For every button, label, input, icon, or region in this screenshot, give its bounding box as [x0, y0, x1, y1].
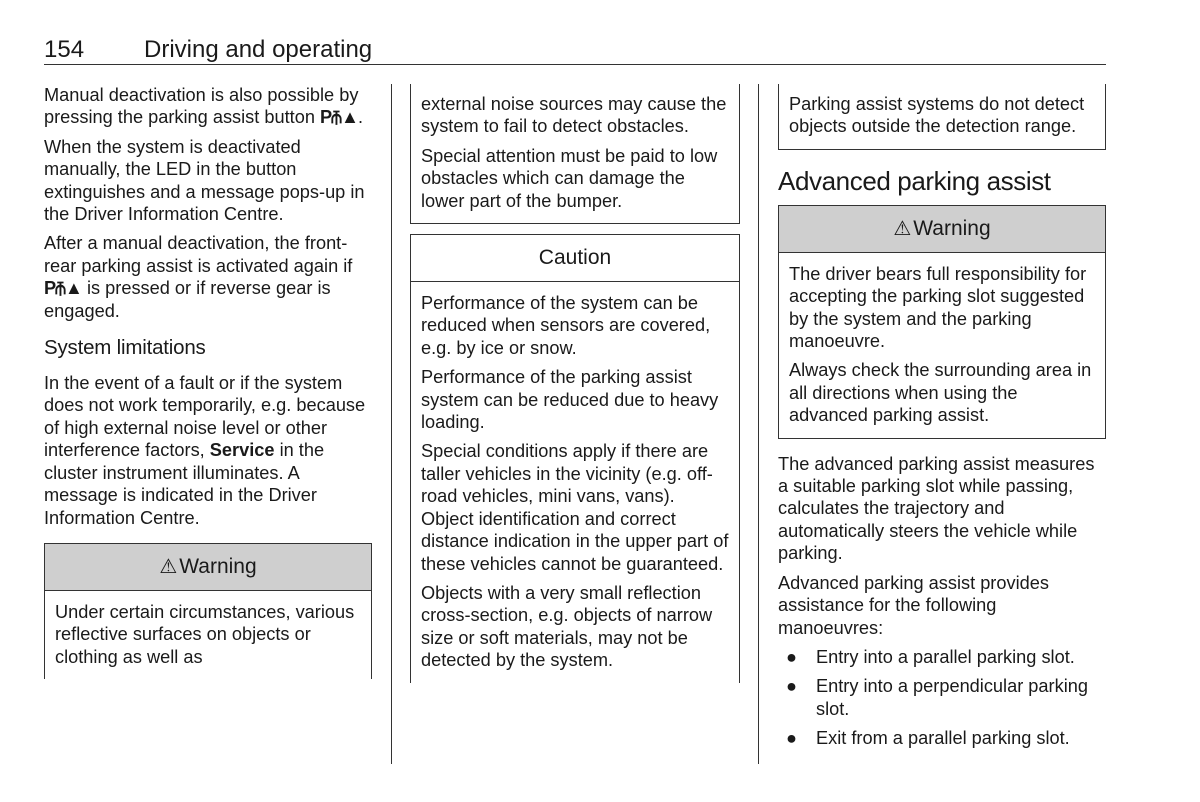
- heading-system-limitations: System limitations: [44, 336, 206, 360]
- paragraph-manual-deactivation: Manual deactivation is also possible by pressing the parking assist button P⫚▲.: [44, 85, 364, 128]
- page-header: [44, 34, 1106, 65]
- paragraph-advanced-measures: The advanced parking assist measures a suitable parking slot while passing, calculates the trajectory and automatically steers the vehicle while parking.: [778, 453, 1095, 564]
- bullet-icon: ●: [786, 728, 797, 749]
- warning-p1: The driver bears full responsibility for accepting the parking slot suggested by the system and the parking manoeuvre.: [789, 263, 1087, 352]
- paragraph-deactivated-manually: When the system is deactivated manually, the LED in the button extinguishes and a message pops-up in the Driver Information Centre.: [44, 136, 365, 225]
- list-item: ● Entry into a perpendicular parking slot.: [786, 676, 1088, 719]
- paragraph-advanced-provides: Advanced parking assist provides assistance for the following manoeuvres:: [778, 572, 1049, 638]
- chapter-title: Driving and operating: [144, 36, 373, 63]
- warning-continued-p2: Special attention must be paid to low obstacles which can damage the lower part of the bumper.: [421, 145, 718, 211]
- warning-p2: Always check the surrounding area in all directions when using the advanced parking assist.: [789, 360, 1092, 426]
- paragraph-fault: In the event of a fault or if the system does not work temporarily, e.g. because of high external noise level or other interference factors, Service in the cluster instrument illuminates. A message is indicated in the Driver Information Centre.: [44, 373, 366, 528]
- warning-header: ⚠Warning: [779, 206, 1105, 253]
- warning-triangle-icon: ⚠: [893, 217, 912, 240]
- caution-continued-p1: Parking assist systems do not detect objects outside the detection range.: [789, 94, 1085, 137]
- caution-p1: Performance of the system can be reduced when sensors are covered, e.g. by ice or snow.: [421, 293, 711, 358]
- warning-triangle-icon: ⚠: [159, 555, 178, 578]
- list-item: ● Entry into a parallel parking slot.: [786, 646, 1075, 667]
- parking-assist-button-icon: P⫚▲: [320, 107, 358, 128]
- caution-box-continued: [778, 84, 1106, 150]
- paragraph-after-deactivation: After a manual deactivation, the front-rear parking assist is activated again if P⫚▲ is pressed or if reverse gear is engaged.: [44, 233, 353, 321]
- warning-text: Under certain circumstances, various reflective surfaces on objects or clothing as well as: [55, 601, 355, 667]
- parking-assist-button-icon: P⫚▲: [44, 278, 82, 299]
- warning-box-advanced: [778, 205, 1106, 439]
- bullet-icon: ●: [786, 646, 797, 667]
- caution-p3: Special conditions apply if there are taller vehicles in the vicinity (e.g. off-road vehicles, mini vans, vans). Object identification and correct distance indication in the upper part of these vehicles cannot be guaranteed.: [421, 441, 729, 574]
- caution-p2: Performance of the parking assist system can be reduced due to heavy loading.: [421, 367, 719, 433]
- warning-continued-p1: external noise sources may cause the system to fail to detect obstacles.: [421, 94, 727, 137]
- list-item: ● Exit from a parallel parking slot.: [786, 728, 1070, 749]
- column-3: [778, 84, 1106, 757]
- warning-box-continued: [410, 84, 740, 224]
- heading-advanced-parking-assist: Advanced parking assist: [778, 165, 1051, 196]
- bullet-icon: ●: [786, 676, 797, 697]
- column-divider-2: [758, 84, 759, 764]
- column-1: [44, 84, 372, 679]
- caution-box: [410, 234, 740, 683]
- manoeuvre-list: [778, 646, 1106, 750]
- warning-header: ⚠Warning: [45, 544, 371, 591]
- page-number: 154: [44, 36, 85, 63]
- caution-header: Caution: [411, 235, 739, 282]
- service-indicator-text: Service: [209, 440, 275, 461]
- column-divider-1: [391, 84, 392, 764]
- column-2: [410, 84, 740, 683]
- warning-box: [44, 543, 372, 679]
- caution-p4: Objects with a very small reflection cross-section, e.g. objects of narrow size or soft materials, may not be detected by the system.: [421, 582, 713, 671]
